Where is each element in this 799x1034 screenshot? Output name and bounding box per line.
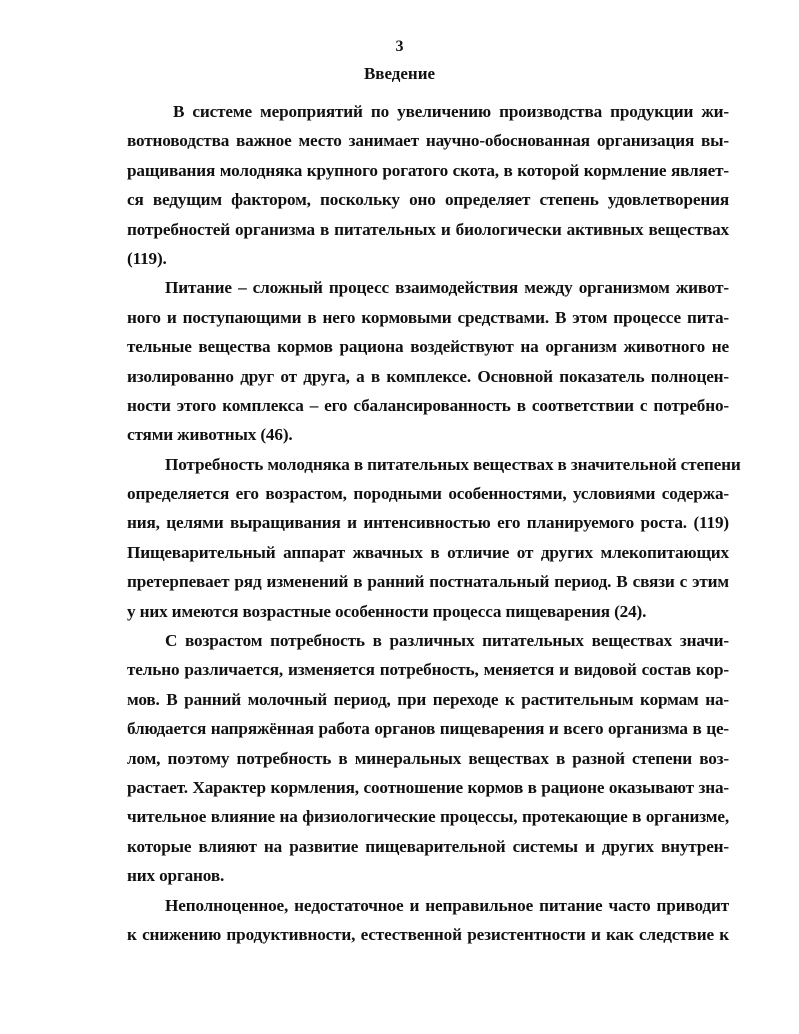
paragraph-line: Пищеварительный аппарат жвачных в отличие от других млекопитающих [127, 542, 729, 562]
paragraph-line: Питание – сложный процесс взаимодействия между организмом живот- [165, 278, 729, 298]
paragraph-line: тельно различается, изменяется потребность, меняется и видовой состав кор- [127, 660, 729, 680]
page-number: 3 [395, 38, 404, 55]
paragraph-line: тельные вещества кормов рациона воздействуют на организм животного не [127, 337, 729, 357]
paragraph-2 [127, 273, 729, 449]
paragraph-line: изолированно друг от друга, а в комплексе. Основной показатель полноцен- [127, 366, 729, 386]
paragraph-line: С возрастом потребность в различных питательных веществах значи- [165, 631, 729, 651]
body-text [127, 97, 741, 949]
paragraph-line: них органов. [127, 866, 225, 886]
paragraph-line: ния, целями выращивания и интенсивностью его планируемого роста. (119) [127, 513, 729, 533]
section-heading: Введение [363, 64, 436, 83]
paragraph-line: вотноводства важное место занимает научно-обоснованная организация вы- [127, 131, 729, 151]
paragraph-line: ности этого комплекса – его сбалансированность в соответствии с потребно- [127, 395, 729, 415]
paragraph-line: которые влияют на развитие пищеварительной системы и других внутрен- [127, 836, 729, 856]
paragraph-line: у них имеются возрастные особенности процесса пищеварения (24). [127, 601, 647, 621]
paragraph-line: чительное влияние на физиологические процессы, протекающие в организме, [127, 807, 729, 827]
paragraph-1 [127, 97, 729, 273]
paragraph-3 [127, 450, 741, 626]
paragraph-line: определяется его возрастом, породными особенностями, условиями содержа- [127, 484, 729, 504]
paragraph-line: В системе мероприятий по увеличению производства продукции жи- [173, 102, 729, 121]
paragraph-line: (119). [127, 248, 167, 268]
paragraph-line: потребностей организма в питательных и биологически активных веществах [127, 219, 729, 239]
paragraph-line: лом, поэтому потребность в минеральных веществах в разной степени воз- [127, 748, 729, 768]
paragraph-4 [127, 626, 729, 891]
paragraph-line: мов. В ранний молочный период, при переходе к растительным кормам на- [127, 689, 729, 709]
paragraph-line: блюдается напряжённая работа органов пищеварения и всего организма в це- [127, 719, 729, 739]
paragraph-5 [127, 891, 729, 950]
paragraph-line: Потребность молодняка в питательных веществах в значительной степени [165, 454, 741, 474]
paragraph-line: претерпевает ряд изменений в ранний постнатальный период. В связи с этим [127, 572, 729, 592]
paragraph-line: ного и поступающими в него кормовыми средствами. В этом процессе пита- [127, 307, 729, 327]
paragraph-line: ращивания молодняка крупного рогатого скота, в которой кормление являет- [127, 160, 729, 180]
paragraph-line: растает. Характер кормления, соотношение кормов в рационе оказывают зна- [127, 777, 729, 797]
paragraph-line: к снижению продуктивности, естественной резистентности и как следствие к [127, 924, 729, 944]
paragraph-line: стями животных (46). [127, 425, 293, 445]
paragraph-line: ся ведущим фактором, поскольку оно определяет степень удовлетворения [127, 190, 729, 210]
paragraph-line: Неполноценное, недостаточное и неправильное питание часто приводит [165, 895, 729, 915]
